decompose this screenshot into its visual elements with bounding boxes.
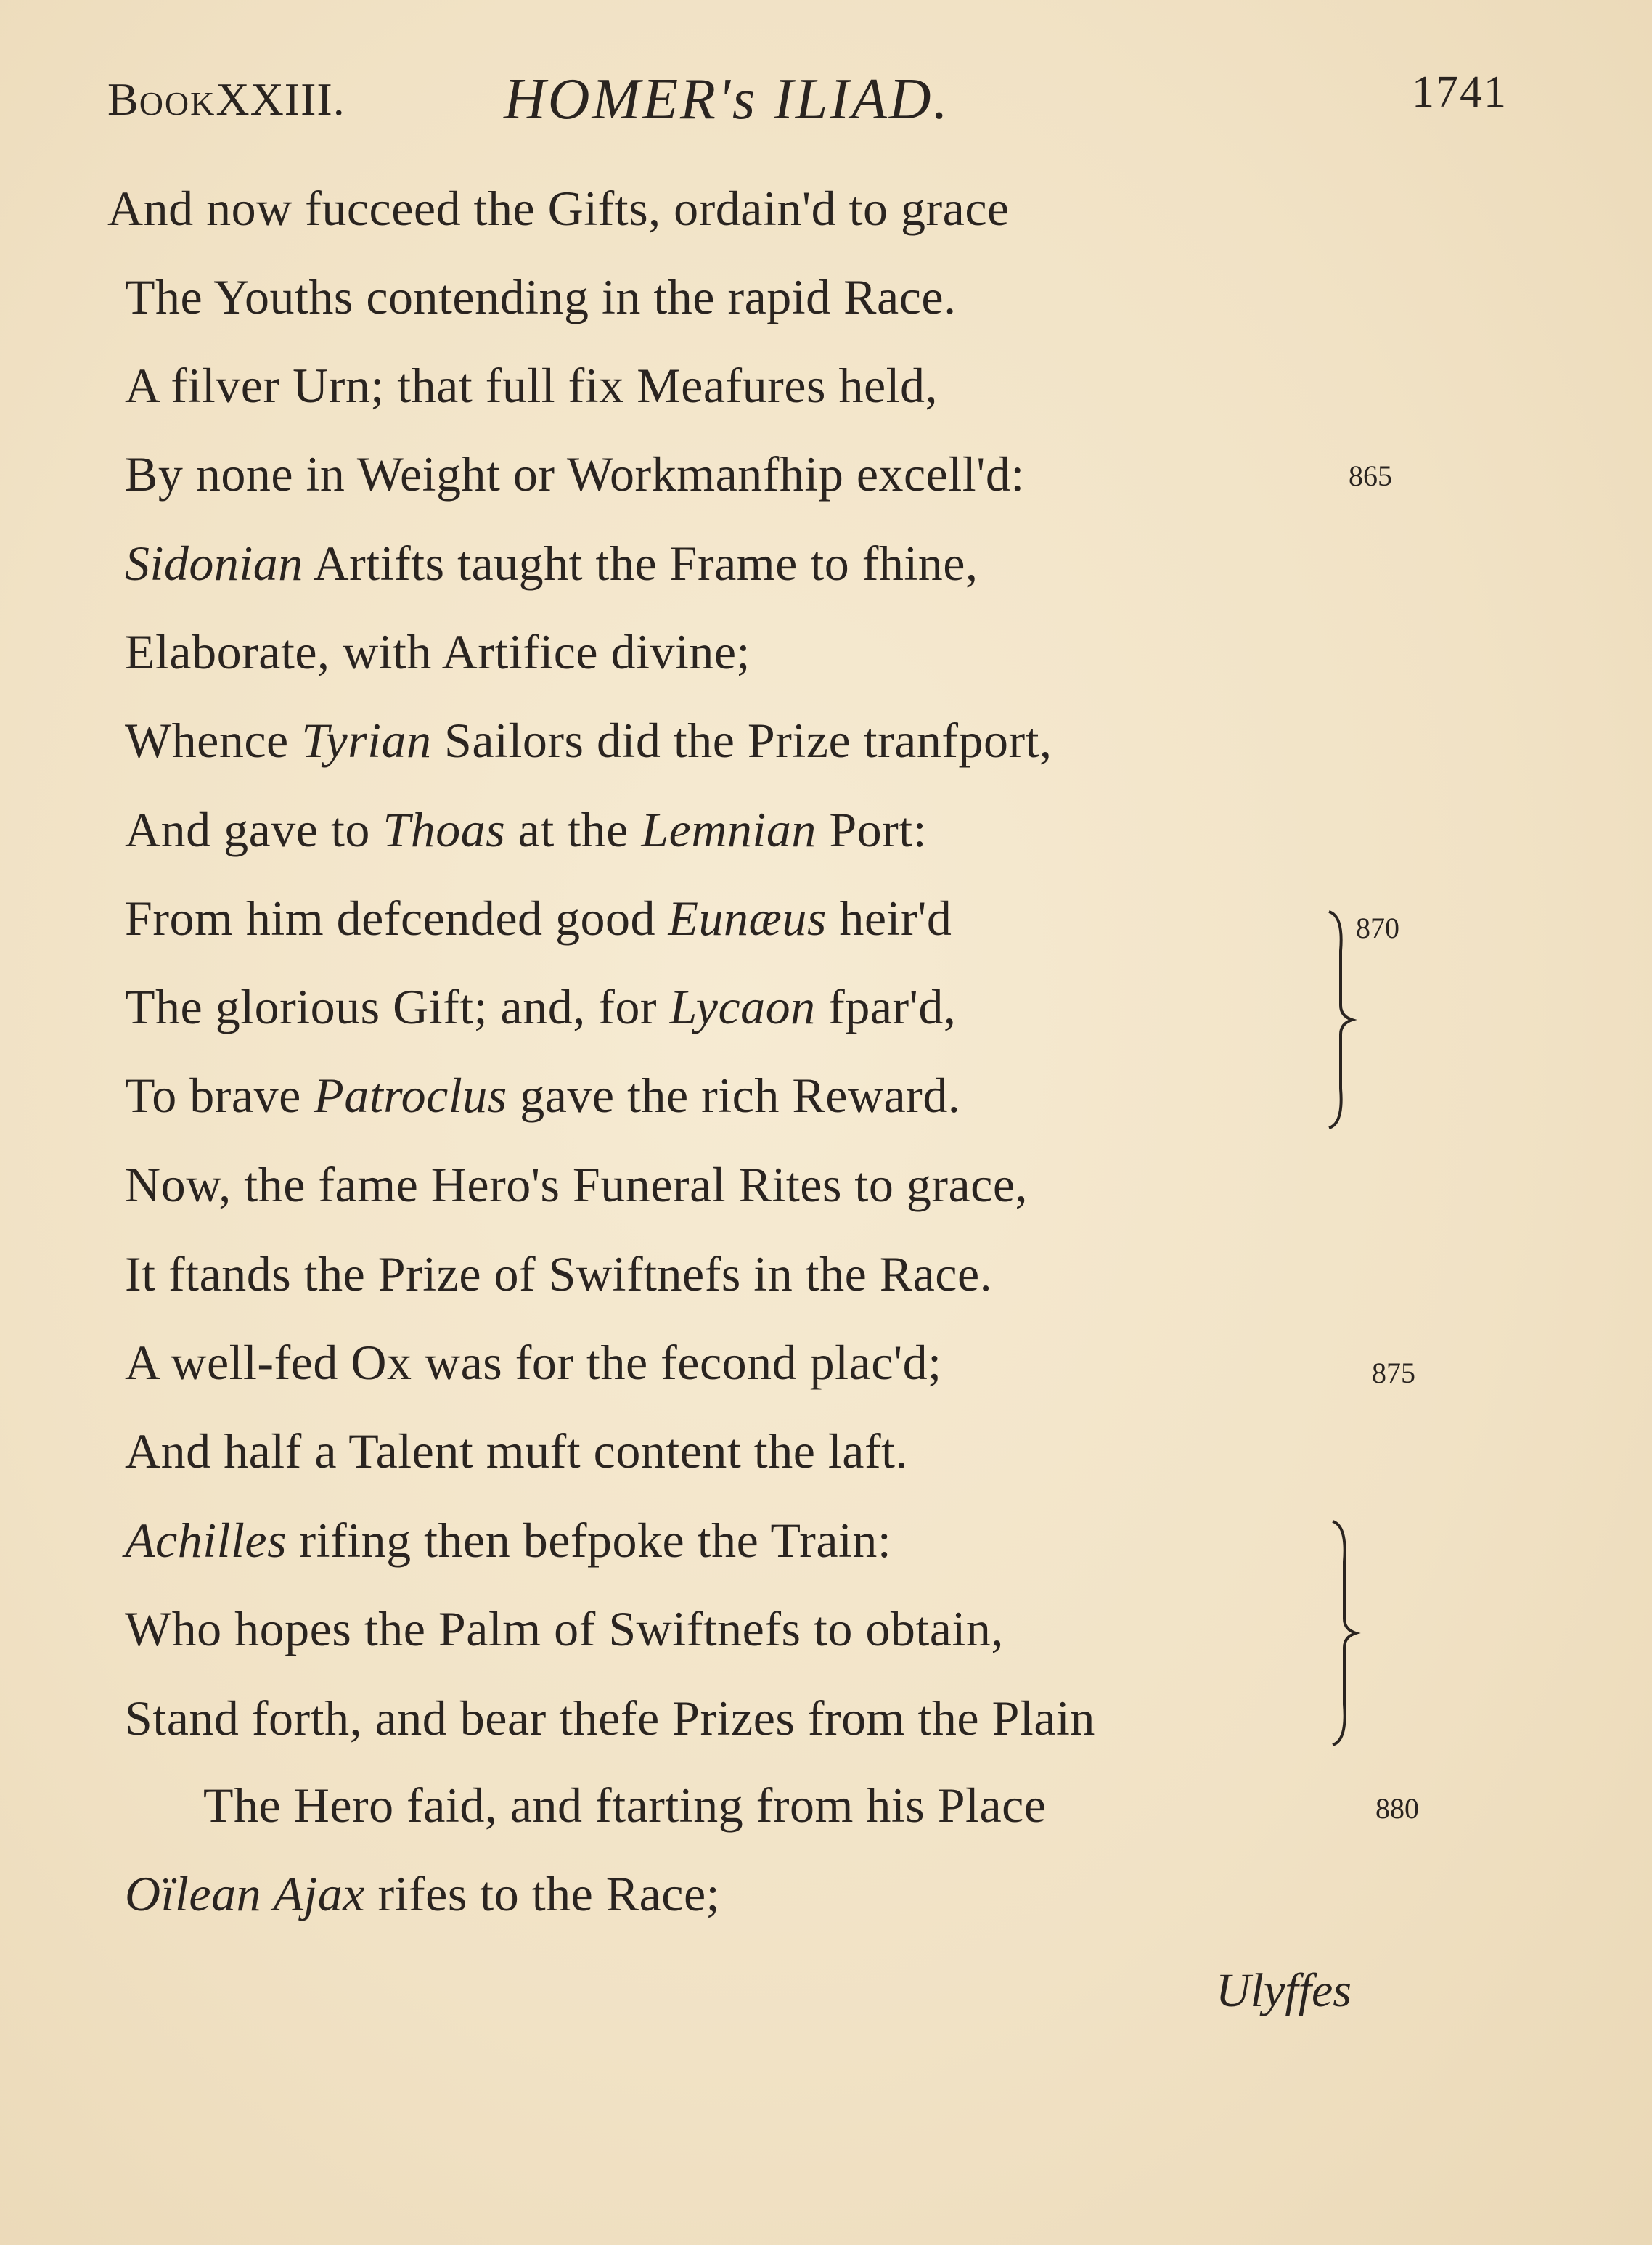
verse-text: fpar'd, [815, 979, 957, 1034]
page-number: 1741 [1412, 68, 1508, 117]
verse-text: A filver Urn; that full fix Meafures held, [125, 358, 939, 413]
book-smallcaps: OOK [139, 85, 216, 122]
verse-line [125, 801, 927, 859]
verse-text: And half a Talent muft content the laft. [125, 1423, 908, 1479]
book-number: XXIII. [216, 73, 345, 125]
verse-line [107, 180, 1010, 237]
verse-text: gave the rich Reward. [507, 1068, 961, 1123]
verse-text: From him defcended good [125, 891, 668, 946]
verse-line [125, 1423, 908, 1480]
verse-line [125, 1865, 720, 1923]
italic-name: Patroclus [314, 1068, 507, 1123]
verse-text: Artifts taught the Frame to fhine, [303, 536, 978, 591]
verse-text: By none in Weight or Workmanfhip excell'd: [125, 446, 1025, 502]
verse-line [125, 890, 952, 947]
verse-text: at the [505, 802, 642, 857]
verse-line [125, 712, 1052, 769]
triplet-brace [1328, 1517, 1365, 1749]
verse-line [125, 1246, 992, 1303]
verse-text: It ftands the Prize of Swiftnefs in the Race. [125, 1246, 993, 1301]
verse-line [125, 1690, 1095, 1747]
verse-line [125, 623, 751, 681]
italic-name: Thoas [383, 802, 506, 857]
verse-text: To brave [125, 1068, 314, 1123]
running-title: HOMER's ILIAD. [504, 68, 950, 131]
italic-name: Achilles [125, 1513, 287, 1568]
verse-line [125, 1156, 1028, 1214]
verse-text: Elaborate, with Artifice divine; [125, 624, 751, 679]
triplet-brace [1325, 907, 1361, 1132]
verse-line [125, 269, 957, 326]
verse-text: The Hero faid, and ftarting from his Place [203, 1778, 1047, 1833]
verse-text: And gave to [125, 802, 383, 857]
verse-text: rifes to the Race; [364, 1866, 721, 1921]
italic-name: Lycaon [669, 979, 816, 1034]
line-number: 870 [1356, 912, 1399, 944]
catchword: Ulyffes [1216, 1964, 1352, 2017]
verse-text: A well-fed Ox was for the fecond plac'd; [125, 1335, 942, 1390]
verse-line [125, 1334, 942, 1391]
verse-line [125, 1512, 891, 1569]
verse-text: The Youths contending in the rapid Race. [125, 269, 957, 324]
verse-text: Who hopes the Palm of Swiftnefs to obtain, [125, 1601, 1004, 1656]
verse-line [125, 535, 978, 592]
verse-line [125, 1600, 1004, 1658]
line-number: 875 [1372, 1357, 1415, 1389]
verse-text: heir'd [826, 891, 952, 946]
verse-line [125, 978, 956, 1036]
italic-name: Sidonian [125, 536, 303, 591]
line-number: 865 [1349, 459, 1392, 492]
verse-text: Sailors did the Prize tranfport, [431, 713, 1052, 768]
verse-text: Stand forth, and bear thefe Prizes from the Plain [125, 1690, 1095, 1746]
italic-name: Oïlean Ajax [125, 1866, 365, 1921]
verse-text: And now fucceed the Gifts, ordain'd to grace [107, 181, 1010, 236]
verse-text: The glorious Gift; and, for [125, 979, 670, 1034]
italic-name: Eunæus [668, 891, 827, 946]
line-number: 880 [1375, 1792, 1419, 1825]
verse-text: Now, the fame Hero's Funeral Rites to grace, [125, 1157, 1029, 1212]
verse-line [125, 446, 1025, 503]
book-prefix: B [107, 73, 139, 125]
italic-name: Lemnian [641, 802, 817, 857]
running-header [0, 60, 1652, 139]
verse-line [125, 357, 938, 414]
book-label [107, 73, 345, 126]
italic-name: Tyrian [301, 713, 432, 768]
verse-text: Port: [816, 802, 928, 857]
verse-text: rifing then befpoke the Train: [287, 1513, 892, 1568]
verse-line [203, 1777, 1047, 1834]
verse-text: Whence [125, 713, 302, 768]
verse-line [125, 1067, 960, 1124]
